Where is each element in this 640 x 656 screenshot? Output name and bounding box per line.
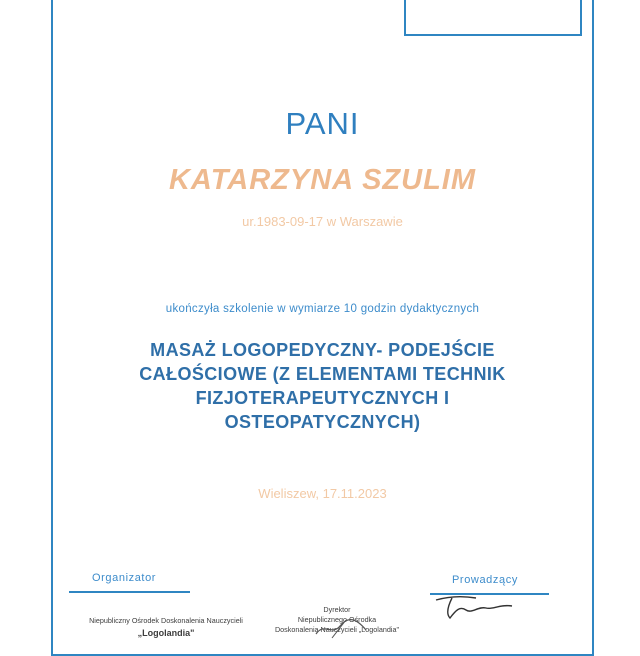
birth-info: ur.1983-09-17 w Warszawie xyxy=(242,214,403,229)
certificate-frame xyxy=(51,0,594,656)
organizer-label: Organizator xyxy=(92,572,157,584)
completion-statement: ukończyła szkolenie w wymiarze 10 godzin dydaktycznych xyxy=(165,303,480,315)
lecturer-label: Prowadzący xyxy=(452,574,518,586)
director-title: Dyrektor xyxy=(323,605,351,614)
course-title-line: FIZJOTERAPEUTYCZNYCH I xyxy=(195,388,450,408)
director-signature-icon xyxy=(312,614,372,640)
director-institution: Niepublicznego Ośrodka xyxy=(297,615,377,624)
lecturer-signature-icon xyxy=(430,592,520,622)
course-title-line: OSTEOPATYCZNYCH) xyxy=(224,412,421,432)
place-date: Wieliszew, 17.11.2023 xyxy=(258,486,387,501)
salutation: PANI xyxy=(285,106,360,141)
course-title-line: CAŁOŚCIOWE (Z ELEMENTAMI TECHNIK xyxy=(139,364,506,384)
director-institution-name: Doskonalenia Nauczycieli „Logolandia" xyxy=(274,625,399,634)
organizer-stamp-name: „Logolandia" xyxy=(137,628,195,638)
recipient-name: KATARZYNA SZULIM xyxy=(168,164,477,196)
top-corner-box xyxy=(404,0,582,36)
course-title xyxy=(51,338,594,434)
organizer-signature-line xyxy=(69,591,190,593)
course-title-line: MASAŻ LOGOPEDYCZNY- PODEJŚCIE xyxy=(150,340,495,360)
organizer-stamp-line: Niepubliczny Ośrodek Doskonalenia Nauczycieli xyxy=(89,616,243,625)
